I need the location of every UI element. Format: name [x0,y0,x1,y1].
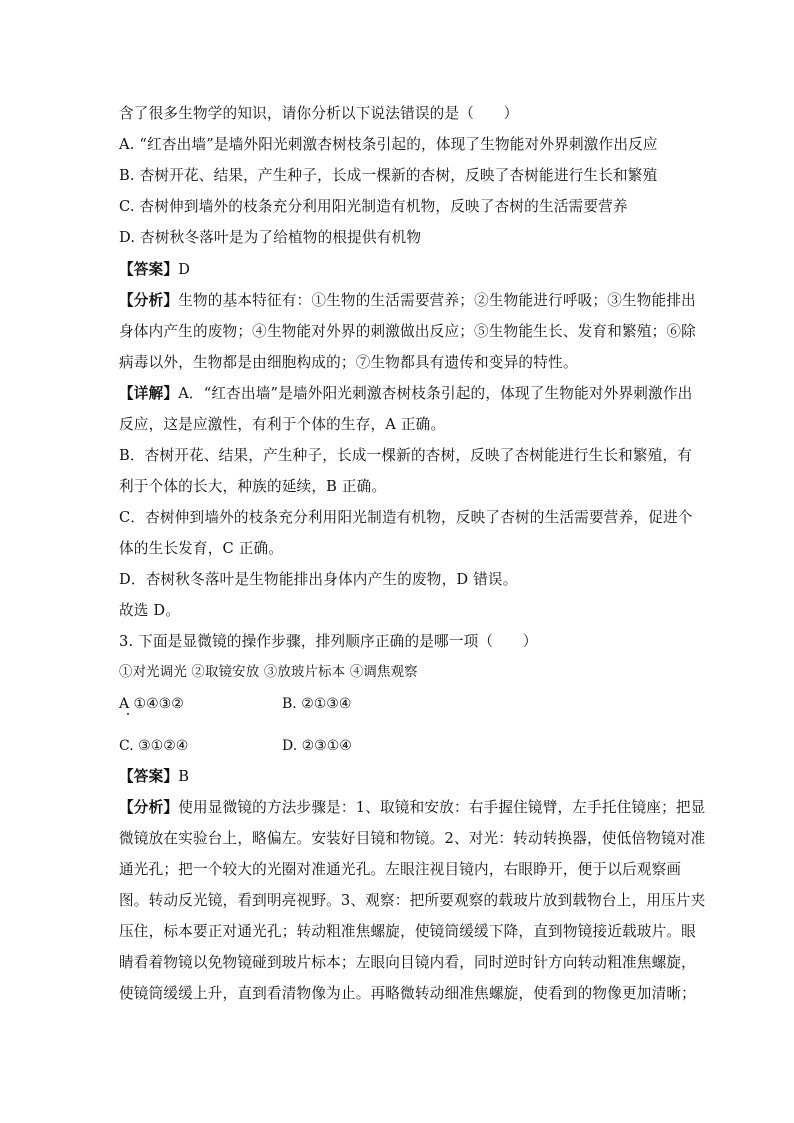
analysis-line: 微镜放在实验台上，略偏左。安装好目镜和物镜。2、对光：转动转换器，使低倍物镜对准 [119,830,706,847]
analysis-line: 病毒以外，生物都是由细胞构成的；⑦生物都具有遗传和变异的特性。 [119,354,578,371]
analysis-line: 睛看着物镜以免物镜碰到玻片标本；左眼向目镜内看，同时逆时针方向转动粗准焦螺旋， [119,954,696,971]
answer-value: D [178,261,191,278]
analysis-line: 压住，标本要正对通光孔；转动粗准焦螺旋，使镜筒缓缓下降，直到物镜接近载玻片。眼 [119,923,696,940]
answer-tag: 【答案】 [119,261,179,278]
stray-dot [127,713,129,715]
answer-value: B [178,768,190,785]
detail-tag: 【详解】 [119,385,179,402]
conclusion-line: 故选 D。 [119,602,181,619]
detail-line: C．杏树伸到墙外的枝条充分利用阳光制造有机物，反映了杏树的生活需要营养，促进个 [119,509,693,526]
analysis-line: 图。转动反光镜，看到明亮视野。3、观察：把所要观察的载玻片放到载物台上，用压片夹 [119,892,706,909]
detail-line: D．杏树秋冬落叶是生物能排出身体内产生的废物，D 错误。 [119,571,518,588]
analysis-line: 通光孔；把一个较大的光圈对准通光孔。左眼注视目镜内，右眼睁开，便于以后观察画 [119,861,682,878]
detail-line: B．杏树开花、结果，产生种子，长成一棵新的杏树，反映了杏树能进行生长和繁殖，有 [119,447,693,464]
option-a: A. “红杏出墙”是墙外阳光刺激杏树枝条引起的，体现了生物能对外界刺激作出反应 [119,136,658,153]
question-stem: 3. 下面是显微镜的操作步骤，排列顺序正确的是哪一项（ ） [119,633,538,650]
option-d: D. 杏树秋冬落叶是为了给植物的根提供有机物 [119,229,422,246]
analysis-line [119,798,705,818]
analysis-line [119,291,696,311]
analysis-text: 使用显微镜的方法步骤是：1、取镜和安放：右手握住镜臂，左手托住镜座；把显 [178,799,706,816]
detail-text: A．“红杏出墙”是墙外阳光刺激杏树枝条引起的，体现了生物能对外界刺激作出 [178,385,693,402]
option-c: C. ③①②④ [119,738,189,754]
detail-line: 体的生长发育，C 正确。 [119,540,284,557]
analysis-line: 身体内产生的废物；④生物能对外界的刺激做出反应；⑤生物能生长、发育和繁殖；⑥除 [119,323,696,340]
detail-line: 利于个体的长大，种族的延续，B 正确。 [119,478,387,495]
option-b: B. 杏树开花、结果，产生种子，长成一棵新的杏树，反映了杏树能进行生长和繁殖 [119,167,658,184]
option-d: D. ②③①④ [282,738,352,754]
operation-steps: ①对光调光 ②取镜安放 ③放玻片标本 ④调焦观察 [119,665,418,680]
answer-tag: 【答案】 [119,768,179,785]
option-b: B. ②①③④ [282,696,352,712]
detail-line: 反应，这是应激性，有利于个体的生存，A 正确。 [119,416,446,433]
option-c: C. 杏树伸到墙外的枝条充分利用阳光制造有机物，反映了杏树的生活需要营养 [119,198,628,215]
analysis-line: 使镜筒缓缓上升，直到看清物像为止。再略微转动细准焦螺旋，使看到的物像更加清晰； [119,985,696,1002]
option-a: A ①④③② [119,696,184,712]
analysis-tag: 【分析】 [119,799,179,816]
detail-line [119,384,692,404]
analysis-tag: 【分析】 [119,292,179,309]
question-stem: 含了很多生物学的知识，请你分析以下说法错误的是（ ） [119,105,519,122]
analysis-text: 生物的基本特征有：①生物的生活需要营养；②生物能进行呼吸；③生物能排出 [178,292,696,309]
answer-line [119,767,189,787]
answer-line [119,260,190,280]
